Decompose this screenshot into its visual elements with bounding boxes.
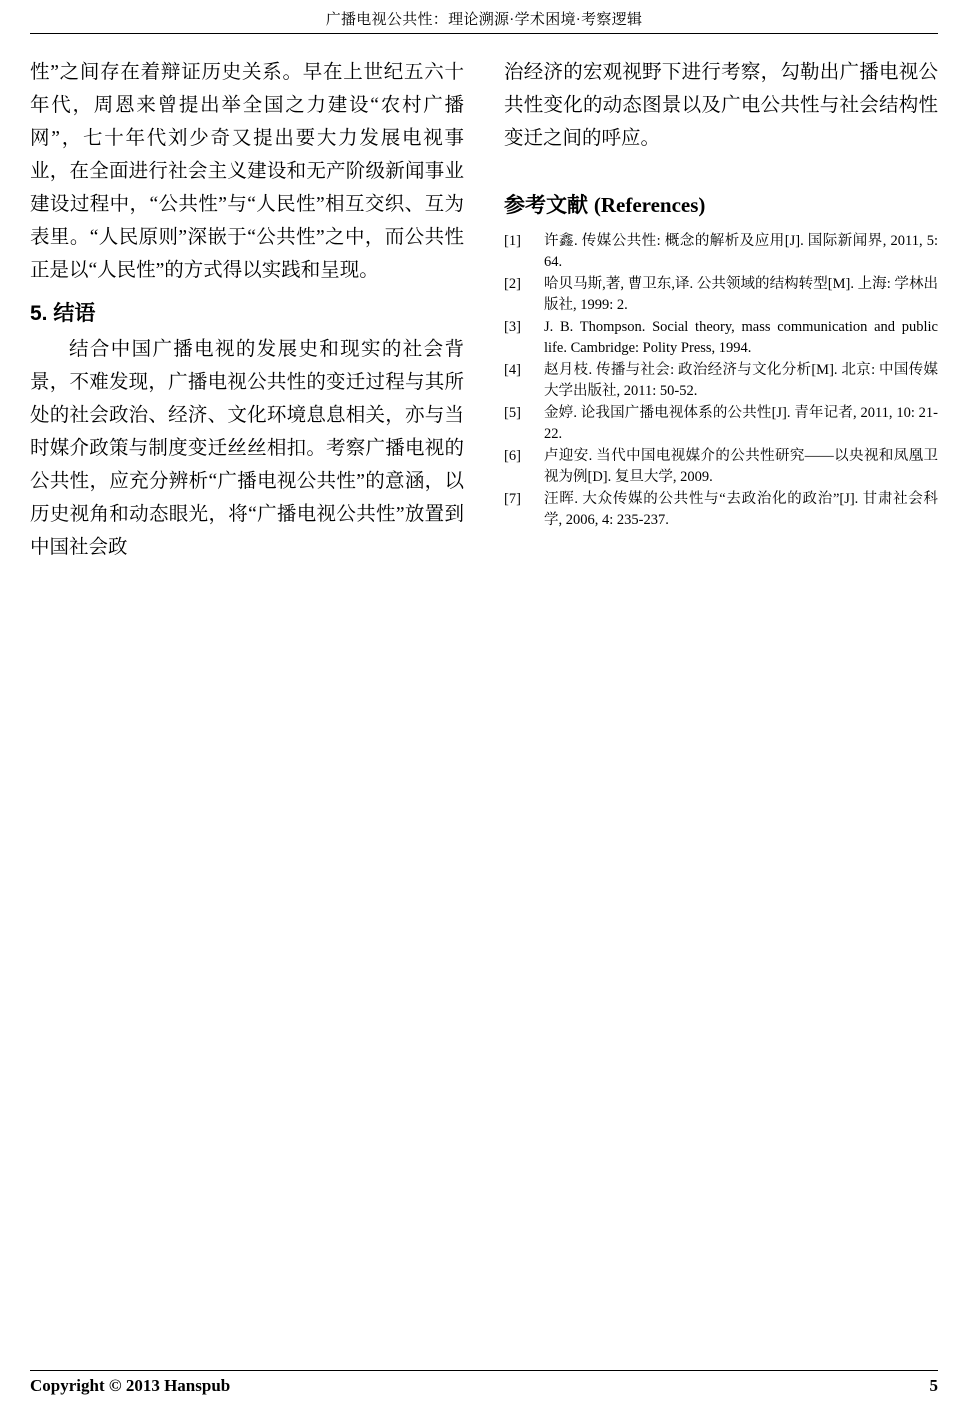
references-heading-cn: 参考文献 [504, 194, 588, 217]
page-number: 5 [929, 1376, 938, 1395]
references-heading [504, 189, 938, 219]
left-continued-paragraph: 性”之间存在着辩证历史关系。早在上世纪五六十年代，周恩来曾提出举全国之力建设“农村广播网”，七十年代刘少奇又提出要大力发展电视事业，在全面进行社会主义建设和无产阶级新闻事业建设过程中，“公共性”与“人民性”相互交织、互为表里。“人民原则”深嵌于“公共性”之中，而公共性正是以“人民性”的方式得以实践和呈现。 [30, 62, 464, 281]
footer-row [30, 1376, 938, 1396]
right-continued-paragraph: 治经济的宏观视野下进行考察，勾勒出广播电视公共性变化的动态图景以及广电公共性与社会结构性变迁之间的呼应。 [504, 62, 938, 149]
reference-item [504, 360, 938, 401]
reference-item [504, 317, 938, 358]
reference-item [504, 403, 938, 444]
references-heading-en: (References) [593, 193, 706, 217]
reference-item [504, 274, 938, 315]
reference-item [504, 489, 938, 530]
conclusion-paragraph: 结合中国广播电视的发展史和现实的社会背景，不难发现，广播电视公共性的变迁过程与其所处的社会政治、经济、文化环境息息相关，亦与当时媒介政策与制度变迁丝丝相扣。考察广播电视的公共性，应充分辨析“广播电视公共性”的意涵，以历史视角和动态眼光，将“广播电视公共性”放置到中国社会政 [30, 339, 464, 558]
reference-text: 哈贝马斯,著, 曹卫东,译. 公共领域的结构转型[M]. 上海: 学林出版社, 1999: 2. [544, 276, 938, 313]
reference-item [504, 231, 938, 272]
right-column [504, 56, 938, 566]
section-heading-conclusion: 5. 结语 [30, 302, 96, 325]
two-column-body [20, 56, 948, 566]
reference-text: 许鑫. 传媒公共性: 概念的解析及应用[J]. 国际新闻界, 2011, 5: 64. [544, 233, 938, 270]
reference-number: [3] [504, 319, 521, 335]
reference-item [504, 446, 938, 487]
running-head: 广播电视公共性：理论溯源·学术困境·考察逻辑 [325, 12, 643, 28]
reference-number: [2] [504, 276, 521, 292]
page-footer [0, 1370, 968, 1396]
copyright-text: Copyright © 2013 Hanspub [30, 1376, 231, 1395]
reference-text: J. B. Thompson. Social theory, mass communication and public life. Cambridge: Polity Press, 1994. [544, 319, 938, 356]
left-column [30, 56, 464, 566]
reference-text: 金婷. 论我国广播电视体系的公共性[J]. 青年记者, 2011, 10: 21-22. [544, 405, 938, 442]
reference-text: 汪晖. 大众传媒的公共性与“去政治化的政治”[J]. 甘肃社会科学, 2006, 4: 235-237. [544, 491, 938, 528]
reference-text: 卢迎安. 当代中国电视媒介的公共性研究——以央视和凤凰卫视为例[D]. 复旦大学, 2009. [544, 448, 938, 485]
reference-number: [4] [504, 362, 521, 378]
reference-number: [7] [504, 491, 521, 507]
reference-number: [6] [504, 448, 521, 464]
reference-number: [1] [504, 233, 521, 249]
reference-text: 赵月枝. 传播与社会: 政治经济与文化分析[M]. 北京: 中国传媒大学出版社, 2011: 50-52. [544, 362, 938, 399]
footer-divider [30, 1370, 938, 1371]
reference-list [504, 231, 938, 530]
reference-number: [5] [504, 405, 521, 421]
header-divider [30, 33, 938, 34]
